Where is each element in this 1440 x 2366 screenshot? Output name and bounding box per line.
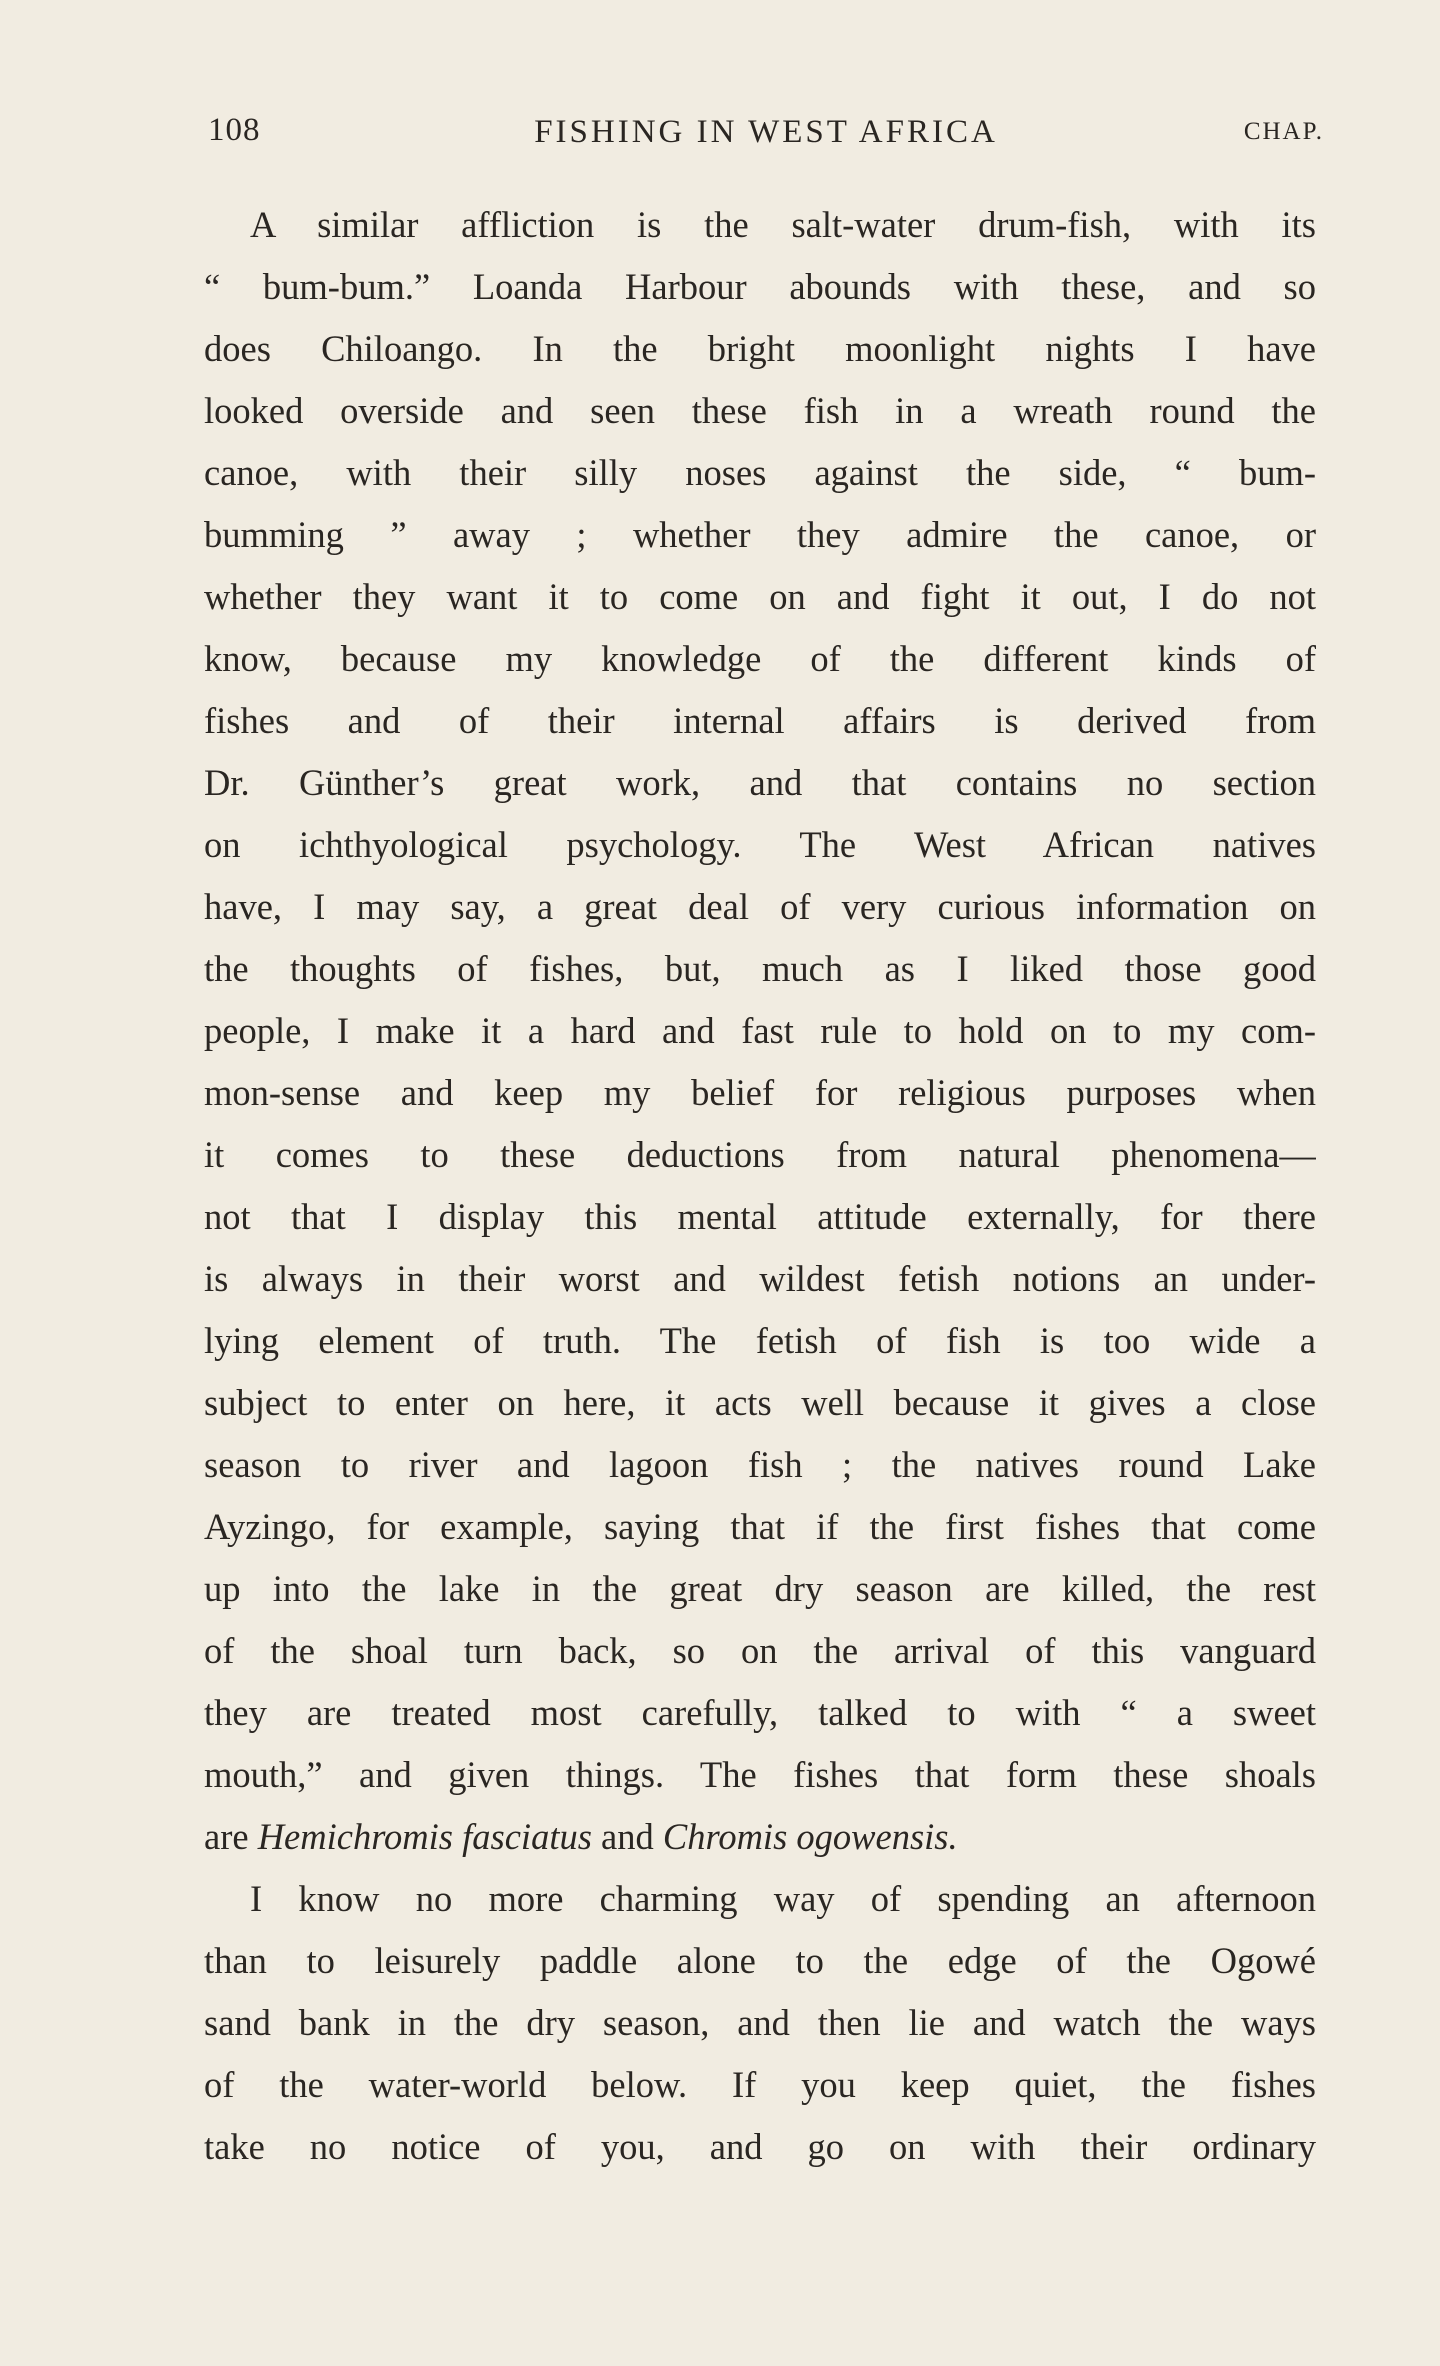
text-line: is always in their worst and wildest fetish notions an under- bbox=[204, 1258, 1316, 1299]
text-line: than to leisurely paddle alone to the edge of the Ogowé bbox=[204, 1940, 1316, 1981]
text-line: Dr. Günther’s great work, and that contains no section bbox=[204, 762, 1316, 803]
text-line: A similar affliction is the salt-water drum-fish, with its bbox=[250, 204, 1316, 245]
text-line: “ bum-bum.” Loanda Harbour abounds with these, and so bbox=[204, 266, 1316, 307]
species-name-hemichromis: Hemichromis fasciatus bbox=[257, 1816, 592, 1857]
text-line: canoe, with their silly noses against the side, “ bum- bbox=[204, 452, 1316, 493]
text-line: up into the lake in the great dry season are killed, the rest bbox=[204, 1568, 1316, 1609]
running-title: FISHING IN WEST AFRICA bbox=[534, 114, 998, 150]
text-line: know, because my knowledge of the different kinds of bbox=[204, 638, 1316, 679]
chapter-label: CHAP. bbox=[1243, 118, 1324, 145]
text-line: does Chiloango. In the bright moonlight nights I have bbox=[204, 328, 1316, 369]
text-line: on ichthyological psychology. The West African natives bbox=[204, 824, 1316, 865]
text-line: take no notice of you, and go on with their ordinary bbox=[204, 2126, 1316, 2167]
species-name-chromis: Chromis ogowensis. bbox=[662, 1816, 958, 1857]
body-text bbox=[204, 194, 1316, 2178]
text-line: mon-sense and keep my belief for religious purposes when bbox=[204, 1072, 1316, 1113]
text-line: of the water-world below. If you keep quiet, the fishes bbox=[204, 2064, 1316, 2105]
text-line: Ayzingo, for example, saying that if the first fishes that come bbox=[204, 1506, 1316, 1547]
text-line: subject to enter on here, it acts well because it gives a close bbox=[204, 1382, 1316, 1423]
text-line: bumming ” away ; whether they admire the canoe, or bbox=[204, 514, 1316, 555]
text-line: they are treated most carefully, talked to with “ a sweet bbox=[204, 1692, 1316, 1733]
text-line: I know no more charming way of spending an afternoon bbox=[250, 1878, 1316, 1919]
species-prefix: are bbox=[204, 1816, 249, 1857]
species-line bbox=[204, 1806, 1316, 1868]
text-line: not that I display this mental attitude externally, for there bbox=[204, 1196, 1316, 1237]
text-line: have, I may say, a great deal of very curious information on bbox=[204, 886, 1316, 927]
text-line: mouth,” and given things. The fishes that form these shoals bbox=[204, 1754, 1316, 1795]
text-line: people, I make it a hard and fast rule to hold on to my com- bbox=[204, 1010, 1316, 1051]
text-line: season to river and lagoon fish ; the natives round Lake bbox=[204, 1444, 1316, 1485]
text-line: of the shoal turn back, so on the arrival of this vanguard bbox=[204, 1630, 1316, 1671]
page-header bbox=[208, 112, 1324, 162]
text-line: the thoughts of fishes, but, much as I liked those good bbox=[204, 948, 1316, 989]
text-line: fishes and of their internal affairs is derived from bbox=[204, 700, 1316, 741]
species-conjunction: and bbox=[601, 1816, 654, 1857]
text-line: it comes to these deductions from natural phenomena— bbox=[204, 1134, 1316, 1175]
text-line: lying element of truth. The fetish of fish is too wide a bbox=[204, 1320, 1316, 1361]
page-number: 108 bbox=[208, 112, 261, 148]
text-line: looked overside and seen these fish in a wreath round the bbox=[204, 390, 1316, 431]
text-line: sand bank in the dry season, and then lie and watch the ways bbox=[204, 2002, 1316, 2043]
text-line: whether they want it to come on and fight it out, I do not bbox=[204, 576, 1316, 617]
